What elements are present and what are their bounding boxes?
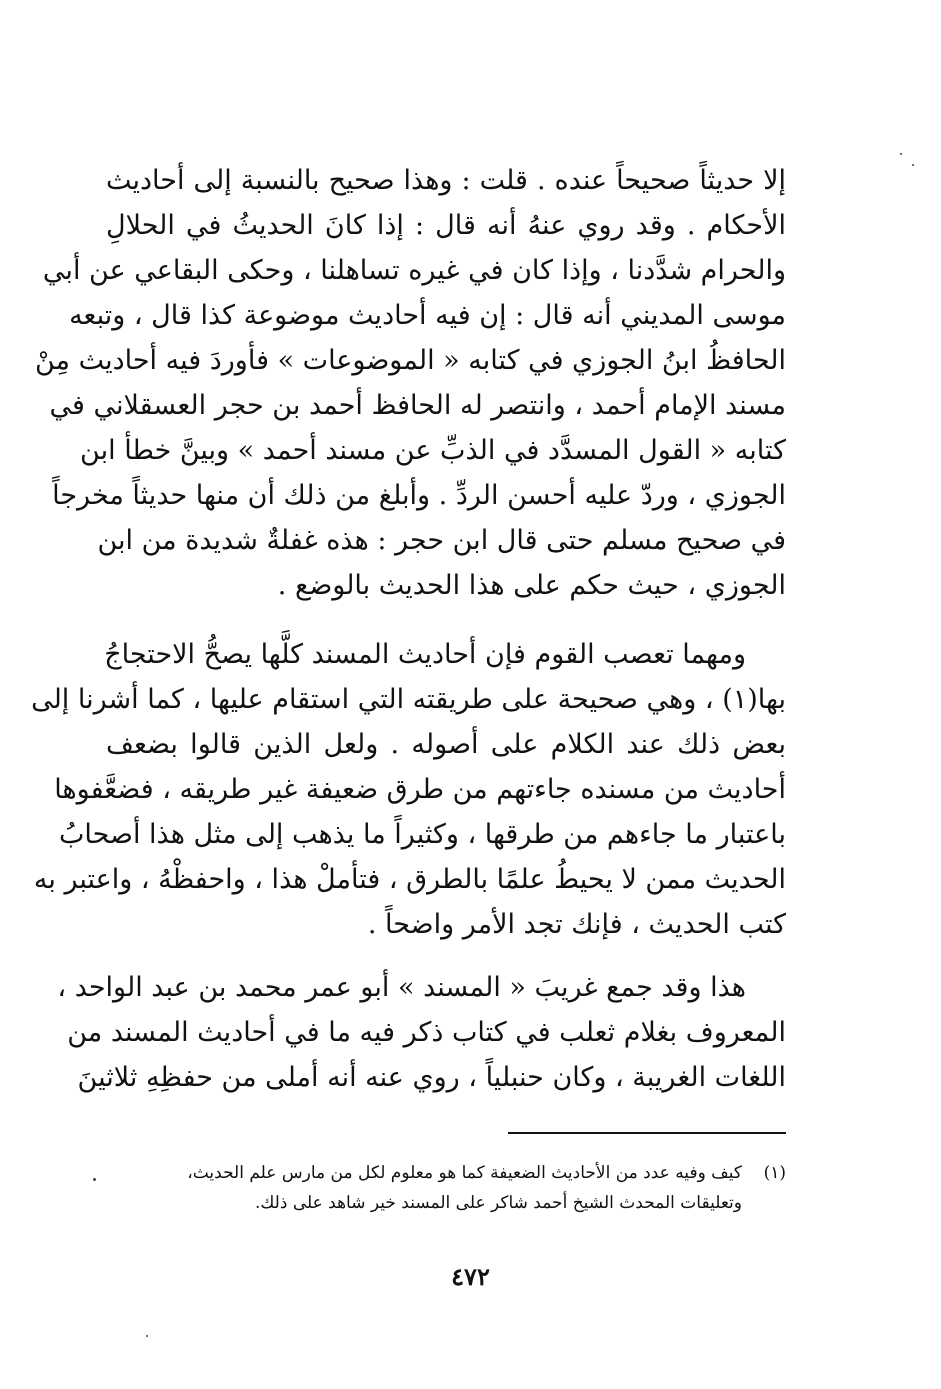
text-line: الحافظُ ابنُ الجوزي في كتابه « الموضوعات » فأوردَ فيه أحاديث مِنْ (34, 345, 786, 376)
footnote-text: كيف وفيه عدد من الأحاديث الضعيفة كما هو معلوم لكل من مارس علم الحديث، (187, 1163, 742, 1183)
page-number: ٤٧٢ (451, 1262, 490, 1291)
text-line: أحاديث من مسنده جاءتهم من طرق ضعيفة غير طريقه ، فضعَّفوها (54, 774, 786, 805)
scan-speck (146, 1335, 148, 1337)
text-line: بها(١) ، وهي صحيحة على طريقته التي استقام عليها ، كما أشرنا إلى (31, 684, 786, 715)
footnote (106, 1158, 786, 1218)
text-line: باعتبار ما جاءهم من طرقها ، وكثيراً ما يذهب إلى مثل هذا أصحابُ (58, 819, 786, 850)
text-line: الحديث ممن لا يحيطُ علمًا بالطرق ، فتأملْ هذا ، واحفظْهُ ، واعتبر به (33, 864, 786, 895)
paragraph-2 (31, 632, 786, 947)
text-line: المعروف بغلام ثعلب في كتاب ذكر فيه ما في أحاديث المسند من (67, 1017, 786, 1048)
text-line: كتابه « القول المسدَّد في الذبِّ عن مسند أحمد » وبينَّ خطأ ابن (80, 435, 786, 466)
text-line: موسى المديني أنه قال : إن فيه أحاديث موضوعة كذا قال ، وتبعه (69, 300, 786, 331)
text-line: اللغات الغريبة ، وكان حنبلياً ، روي عنه أنه أملى من حفظِهِ ثلاثينَ (77, 1062, 786, 1093)
paragraph-1 (34, 158, 786, 608)
paragraph-3 (57, 965, 786, 1100)
text-line: هذا وقد جمع غريبَ « المسند » أبو عمر محمد بن عبد الواحد ، (57, 972, 746, 1003)
text-line: في صحيح مسلم حتى قال ابن حجر : هذه غفلةٌ شديدة من ابن (97, 525, 786, 556)
footnote-text: وتعليقات المحدث الشيخ أحمد شاكر على المسند خير شاهد على ذلك. (254, 1193, 742, 1213)
text-line: ومهما تعصب القوم فإن أحاديث المسند كلَّها يصحُّ الاحتجاجُ (104, 639, 746, 670)
text-line: إلا حديثاً صحيحاً عنده . قلت : وهذا صحيح بالنسبة إلى أحاديث (106, 165, 786, 196)
text-line: بعض ذلك عند الكلام على أصوله . ولعل الذين قالوا بضعف (106, 729, 786, 760)
text-line: الأحكام . وقد روي عنهُ أنه قال : إذا كانَ الحديثُ في الحلالِ (106, 210, 786, 241)
footnote-line (106, 1158, 786, 1188)
scan-speck (900, 153, 902, 155)
scan-speck (912, 164, 914, 166)
text-line: والحرام شدَّدنا ، وإذا كان في غيره تساهلنا ، وحكى البقاعي عن أبي (42, 255, 786, 286)
text-line: كتب الحديث ، فإنك تجد الأمر واضحاً . (367, 909, 786, 940)
text-line: الجوزي ، حيث حكم على هذا الحديث بالوضع . (277, 570, 786, 601)
footnote-separator (508, 1132, 786, 1134)
footnote-line (106, 1188, 786, 1218)
text-line: الجوزي ، وردّ عليه أحسن الردِّ . وأبلغ من ذلك أن منها حديثاً مخرجاً (52, 480, 786, 511)
scan-speck (93, 1178, 96, 1181)
text-line: مسند الإمام أحمد ، وانتصر له الحافظ أحمد بن حجر العسقلاني في (49, 390, 786, 421)
footnote-marker: (١) (763, 1163, 786, 1183)
